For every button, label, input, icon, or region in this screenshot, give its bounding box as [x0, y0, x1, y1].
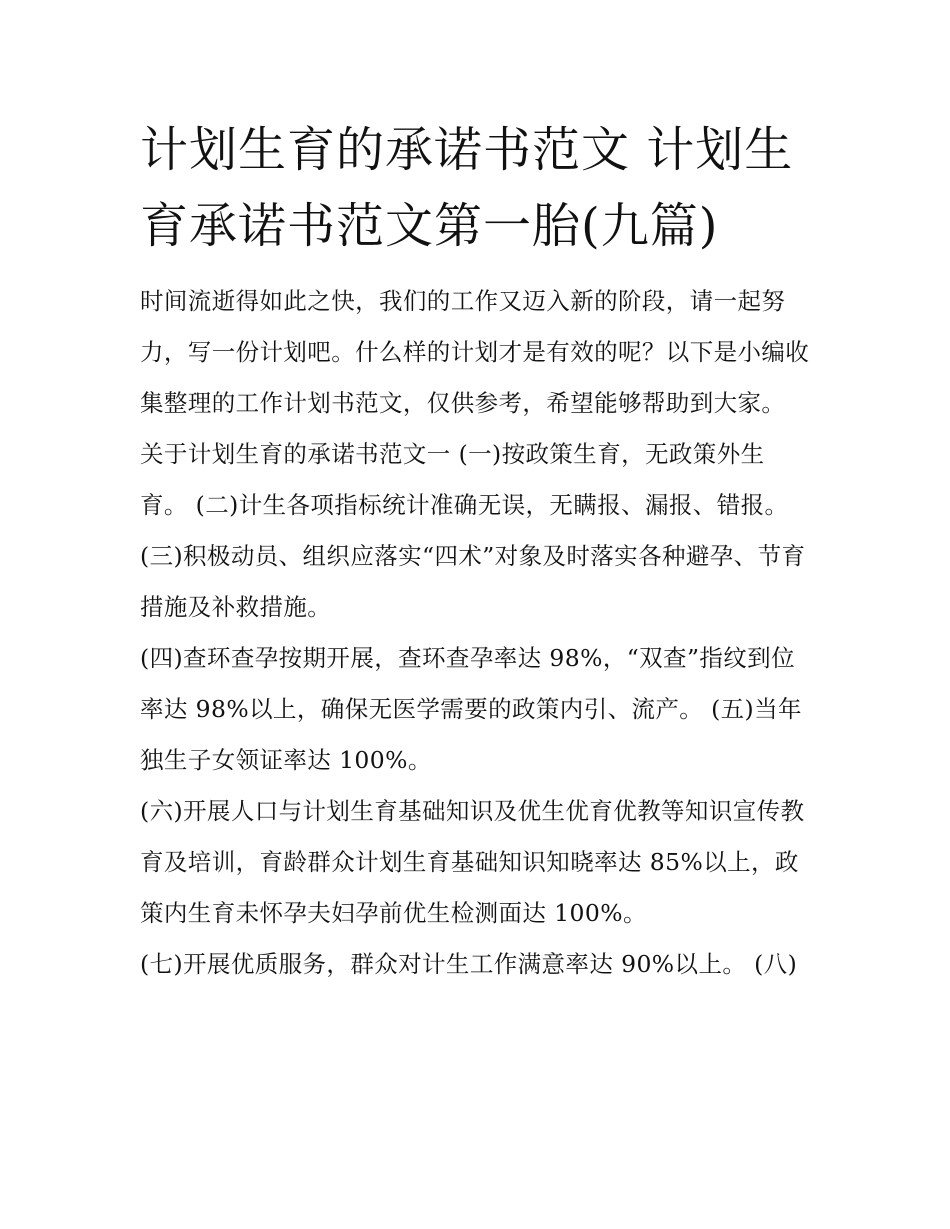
paragraph-item-1-2: 关于计划生育的承诺书范文一 (一)按政策生育，无政策外生育。 (二)计生各项指标统计准确无误，无瞒报、漏报、错报。: [140, 440, 789, 519]
paragraph-item-4-5: (四)查环查孕按期开展，查环查孕率达 98%，“双查”指纹到位率达 98%以上，确保无医学需要的政策内引、流产。 (五)当年独生子女领证率达 100%。: [140, 644, 802, 774]
paragraph-item-7-8: (七)开展优质服务，群众对计生工作满意率达 90%以上。 (八): [140, 950, 798, 978]
paragraph-item-6: (六)开展人口与计划生育基础知识及优生优育优教等知识宣传教育及培训，育龄群众计划生育基础知识知晓率达 85%以上，政策内生育未怀孕夫妇孕前优生检测面达 100%。: [140, 797, 805, 927]
document-title: 计划生育的承诺书范文 计划生育承诺书范文第一胎(九篇): [140, 122, 794, 254]
paragraph-item-3: (三)积极动员、组织应落实“四术”对象及时落实各种避孕、节育措施及补救措施。: [140, 542, 806, 621]
paragraph-intro: 时间流逝得如此之快，我们的工作又迈入新的阶段，请一起努力，写一份计划吧。什么样的计划才是有效的呢？以下是小编收集整理的工作计划书范文，仅供参考，希望能够帮助到大家。: [140, 287, 810, 417]
document-body: [140, 276, 812, 990]
